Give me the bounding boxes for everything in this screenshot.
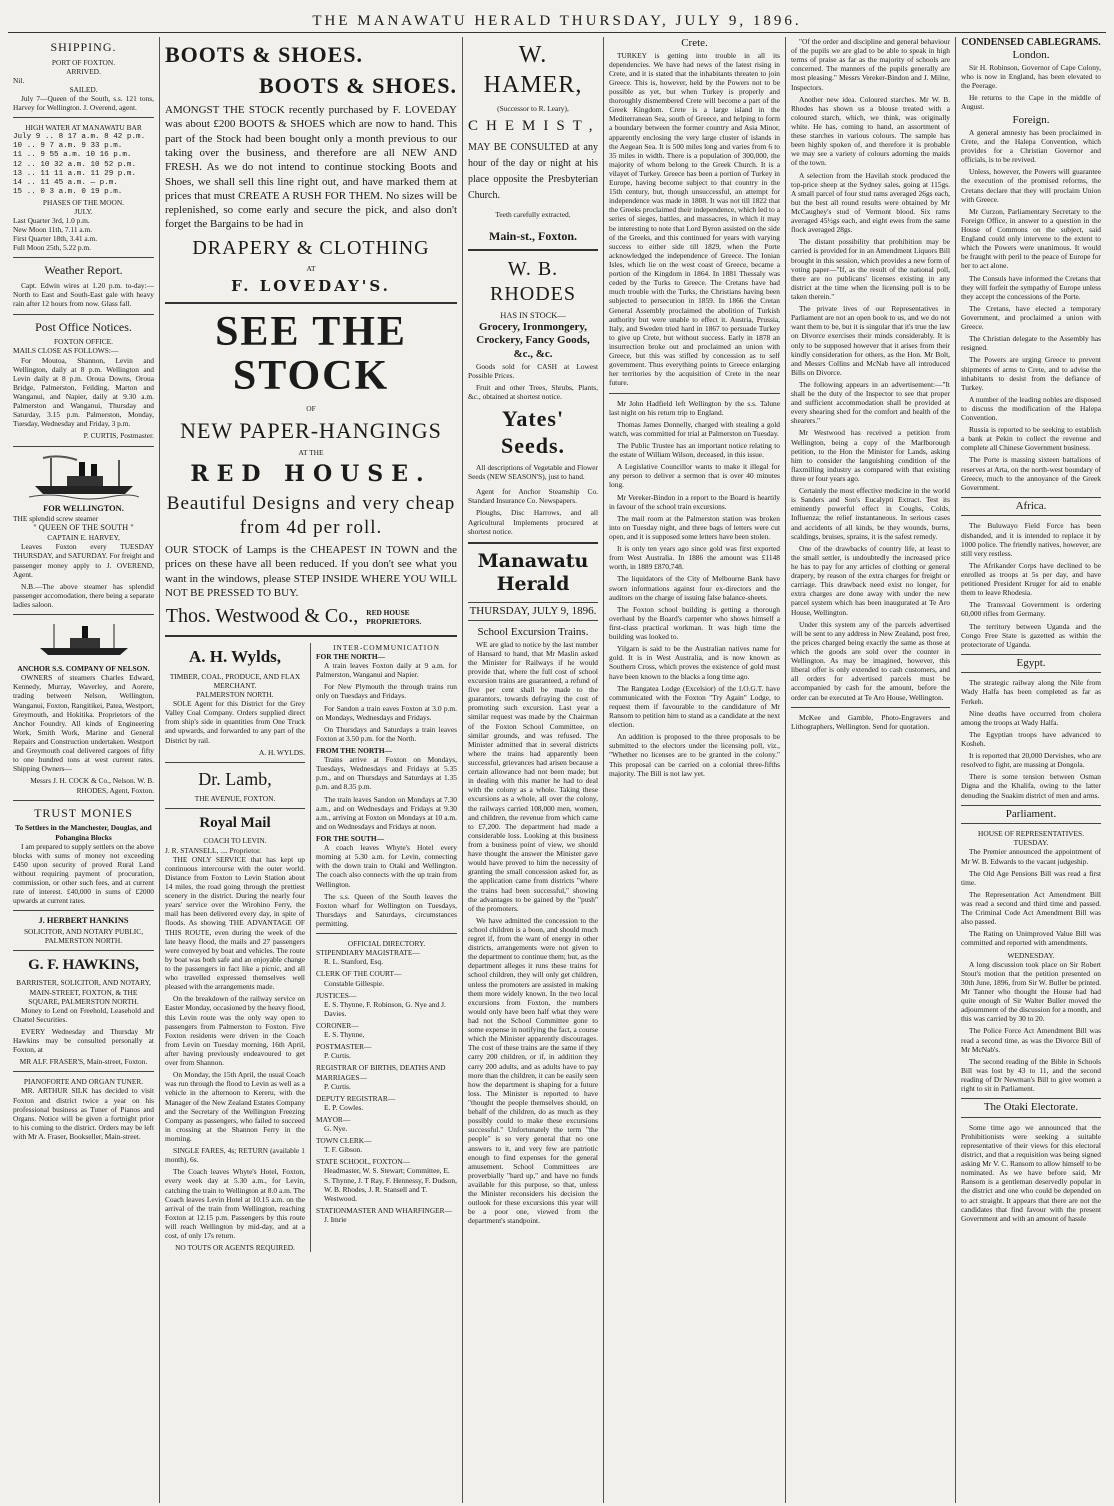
- from-north: FROM THE NORTH—: [316, 746, 392, 755]
- teeth-extracted: Teeth carefully extracted.: [495, 209, 571, 219]
- otaki-title: The Otaki Electorate.: [961, 1098, 1101, 1118]
- hankins-title: SOLICITOR, AND NOTARY PUBLIC, PALMERSTON NORTH.: [23, 926, 144, 945]
- coach-text-2: On the breakdown of the railway service on Easter Monday, occasioned by the heavy flood, this Levin route was the only way open to passengers from Palmerston to Foxton. Five Foxton residents were driven in the Coach from Levin on Tuesday morning, 16th April, after having previously endeavoured to get over from Shannon.: [165, 994, 305, 1068]
- rhodes-goods: Grocery, Ironmongery, Crockery, Fancy Goods, &c., &c.: [476, 320, 590, 360]
- egypt-p1: The strategic railway along the Nile from Wady Halfa has been completed as far as Ferkeh.: [961, 678, 1101, 706]
- north-1: A train leaves Foxton daily at 9 a.m. for Palmerston, Wanganui and Napier.: [316, 661, 457, 680]
- directory-role: MAYOR—: [316, 1114, 351, 1124]
- news-p13: "Of the order and discipline and general behaviour of the pupils we are glad to be able to speak in high terms of praise as far as the majority of schools are concerned. The manners of the pupils generally are most pleasing." Messrs Vereker-Bindon and J. Milne, Inspectors.: [791, 37, 950, 92]
- directory-role: DEPUTY REGISTRAR—: [316, 1093, 396, 1103]
- steamer-intro: THE splendid screw steamer: [13, 513, 99, 523]
- london-p2: He returns to the Cape in the middle of August.: [961, 93, 1101, 112]
- directory-name: Headmaster, W. S. Stewart; Committee, E. S. Thynne, J. T Ray, F. Hennessy, F. Dudson, W. B. Rhodes, J. R. Stansell and T. Westwood.: [324, 1166, 457, 1203]
- directory-role: CLERK OF THE COURT—: [316, 969, 402, 979]
- africa-p4: The territory between Uganda and the Congo Free State is gazetted as within the protectorate of Uganda.: [961, 621, 1101, 649]
- news-p3: The Public Trustee has an important notice relating to the estate of William Wilson, deceased, in this issue.: [609, 441, 780, 460]
- from-north-2: The train leaves Sandon on Mondays at 7.30 a.m., and on Wednesdays and Fridays at 9.30 a.m., arriving at Foxton on Mondays at 10 a.m. and on Wednesdays and Fridays at noon.: [316, 794, 457, 831]
- trust-sub: To Settlers in the Manchester, Douglas, and Pohangina Blocks: [15, 823, 152, 842]
- directory-name: J. Imrie: [324, 1215, 347, 1225]
- parliament-title: Parliament.: [961, 805, 1101, 825]
- news-p11: The Rangatea Lodge (Excelsior) of the I.O.G.T. have communicated with the Foxton "Try Again" Lodge, to request them if favourable to the candidature of Mr Ransom to petition him to stand as a candidate at the next election.: [609, 683, 780, 730]
- tide-row: 14 .. 11 45 a.m. — p.m.: [13, 179, 118, 188]
- egypt-p5: There is some tension between Osman Digna and the Khalifa, owing to the latter denuding the Suakim district of men and arms.: [961, 772, 1101, 800]
- news-p8: The liquidators of the City of Melbourne Bank have sworn informations against four ex-directors and the auditors on the charge of issuing false balance-sheets.: [609, 574, 780, 602]
- south-2: The s.s. Queen of the South leaves the Foxton wharf for Wellington on Tuesdays, Thursdays and Saturdays, circumstances permitting.: [316, 891, 457, 928]
- of-label: OF: [306, 404, 316, 414]
- directory-name: E. S. Thynne, F. Robinson, G. Nye and J. Davies.: [324, 999, 446, 1018]
- directory-name: R. L. Stanford, Esq.: [324, 957, 383, 967]
- egypt-p4: It is reported that 20,000 Dervishes, who are resolved to fight, are massing at Dongola.: [961, 751, 1101, 770]
- piano-title: PIANOFORTE AND ORGAN TUNER.: [23, 1077, 144, 1087]
- hamer-successor: (Successor to R. Leary),: [497, 104, 569, 114]
- london-p1: Sir H. Robinson, Governor of Cape Colony, who is now in England, has been elevated to the Peerage.: [961, 62, 1101, 91]
- crete-text: TURKEY is getting into trouble in all its dependencies. We have had news of the latest rising in Crete, and it is stated that the inhabitants threaten to join Greece. This is, however, held by the Powers not to be possible as yet, but when Turkey is properly and thoroughly dismembered Crete will become a part of the Greek Kingdom. Crete is a large island in the Mediterranean Sea, south of Greece, and helping to form a boundary between the former country and Asia Minor, apparently enclosing the very large cluster of islands in the Aegean Sea. It is 500 miles long and varies from 6 to 35 miles in width. There is a population of 300,000, the majority of whom belong to the Greek Church. It is a vilayet of Turkey. Greece has been a portion of Turkey in Europe, having become subject to that country in the 15th century, but, though unsuccessful, an attempt for independence was made in 1808. It was not till 1822 that the Greeks proclaimed their independence, which led to a series of sieges, battles, and massacres, in which it may be interesting to note that Lord Byron assisted on the side of the Greeks, and this continued for years with varying success to either side till 1829, when the Porte acknowledged the independence of Greece. The Ionian Isles, which lie on the west coast of Greece, became a portion of the Kingdom in 1864. In 1881 Thessaly was ceded by the Turks to Greece. The Cretans have had much trouble with the Turks, the Christians having been subjected to persecution in 1859. In 1866 the Cretan General Assembly proclaimed the abolition of Turkish authority but were unable to effect it. Austria, Prussia, Italy, and Sweden tried hard in 1867 to persuade Turkey to give up Crete, but without success. Early in 1878 an insurrection broke out and proclaimed an union with Greece, but this was stifled by concession as to self government. Thus everything points to Greece enlarging her territories by the acquisition of Crete in the near future.: [609, 50, 780, 388]
- sailed-text: July 7—Queen of the South, s.s. 121 tons, Harvey for Wellington. J. Overend, agent.: [13, 94, 154, 113]
- postmaster: P. CURTIS, Postmaster.: [83, 431, 154, 441]
- news-p5: Mr Vereker-Bindon in a report to the Board is heartily in favour of the school train excursions.: [609, 492, 780, 511]
- news-p18: The following appears in an advertisement:—"It shall be the duty of the Inspector to see that proper and sufficient accommodation shall be provided at every shearing shed for the comfort and health of the shearers.": [791, 379, 950, 426]
- steamship-icon: [29, 452, 139, 500]
- directory-role: STATE SCHOOL, FOXTON—: [316, 1157, 410, 1167]
- foreign-p10: The Porte is massing sixteen battalions of reserves at Arta, on the north-west boundary of Greece, much to the annoyance of the Greek Government.: [961, 455, 1101, 492]
- drapery-at: AT: [306, 264, 316, 274]
- column-3: [462, 37, 603, 1503]
- see-stock-heading: SEE THE STOCK: [215, 308, 407, 399]
- foreign-p3: Mr Curzon, Parliamentary Secretary to the Foreign Office, in answer to a question in the House of Commons on the subject, said England could only intervene to the extent to which the Powers were unanimous. It would be fraught with peril to the peace of Europe for her to act alone.: [961, 206, 1101, 271]
- column-4: [603, 37, 785, 1503]
- foreign-title: Foreign.: [1012, 114, 1050, 127]
- foreign-p6: The Christian delegate to the Assembly has resigned.: [961, 334, 1101, 353]
- excursion-p2: We have admitted the concession to the school children is a boon, and should much regret if, from the want of energy in other districts, arrangements were not given to the department to continue them; but, as the department alleges it runs these trains for school children, they will only get children, unless the promoters are assisted in making them more widely known. In the two local excursions from Foxton, the numbers would only have been half what they were had not the School Committee gone to some expense in notifying the fact, a course which the Minister apparently discourages. The cost of these trains are the same if they carry 200 children, or if, in addition they carry 200 adults, and as adults have to pay more than the children, it can be easily seen how the department is shaping for a future loss. The Minister is reported to have "thought the people themselves should, on behalf of the children, do as much as they possibly could to make these excursions successful." Unfortunately the term "the people" is so very general that no one answers to it, and very few are patriotic enough to find expenses for the general amusement. School Committees are proverbially "hard up," and have no funds available for this purpose, so that, unless the Minister reconsiders his decision the outlook for these excursions this year will be a poor one, viewed from the department's standpoint.: [468, 915, 598, 1226]
- africa-p2: The Afrikander Corps have declined to be enrolled as troops at 5s per day, and have petitioned President Kruger for aid to enable them to leave Rhodesia.: [961, 560, 1101, 598]
- coach-text-3: On Monday, the 15th April, the usual Coach was run through the flood to Levin as well as a vehicle in the afternoon to Kereru, with the Manager of the New Zealand Estates Company and the Secretary of the Wellington Freezing Company as passengers, who failed to succeed in crossing at the Shannon Ferry in the morning.: [165, 1070, 305, 1143]
- mails-heading: MAILS CLOSE AS FOLLOWS:—: [13, 346, 119, 356]
- directory-role: STATIONMASTER AND WHARFINGER—: [316, 1205, 453, 1215]
- anchor-text: OWNERS of steamers Charles Edward, Kennedy, Murray, Waverley, and Aorere, trading between Nelson, Wellington, Wanganui, Foxton, Rangitikei, Patea, Westport, Greymouth, and Hokitika. Proprietors of the Anchor Foundry. All kinds of Engineering Work, Smith Work, Marine and General Repairs and Construction undertaken. Westport and Greymouth coal delivered cargoes of fifty to one hundred tons at west current rates. Shipping Owners—: [13, 673, 154, 774]
- directory-role: POSTMASTER—: [316, 1042, 372, 1052]
- parl-p4: The Rating on Unimproved Value Bill was committed and reported with amendments.: [961, 929, 1101, 948]
- red-house: RED HOUSE.: [190, 461, 432, 488]
- hankins-name: J. HERBERT HANKINS: [38, 916, 129, 926]
- news-p10: Yilgarn is said to be the Australian natives name for gold. It is in West Australia, and is now known as Southern Cross, which proves the existence of gold must have been known to the blacks a long time ago.: [609, 644, 780, 681]
- condensed-title: CONDENSED CABLEGRAMS.: [961, 37, 1101, 48]
- column-2: [159, 37, 462, 1503]
- news-p4: A Legislative Councillor wants to make it illegal for any person to deliver a sermon that is over 40 minutes long.: [609, 462, 780, 490]
- moon-phase-line: Last Quarter 3rd, 1.0 p.m.: [13, 216, 90, 226]
- arrived-heading: ARRIVED.: [66, 66, 101, 76]
- north-3: For Sandon a train eaves Foxton at 3.0 p.m. on Mondays, Wednesdays and Fridays.: [316, 703, 457, 722]
- rhodes-cash: Goods sold for CASH at Lowest Possible Prices.: [468, 361, 598, 380]
- rhodes-fruit: Fruit and other Trees, Shrubs, Plants, &c., obtained at shortest notice.: [468, 382, 598, 401]
- coach-fares: SINGLE FARES, 4s; RETURN (available 1 month), 6s.: [165, 1146, 305, 1165]
- wylds-name: A. H. Wylds,: [188, 646, 282, 666]
- news-p9: The Foxton school building is getting a thorough overhaul by the Board's carpenter who shows himself a first-class practical workman. It was high time the building was looked to.: [609, 604, 780, 642]
- wednesday-label: WEDNESDAY.: [1007, 950, 1055, 960]
- anchor-steamer-icon: [34, 620, 134, 660]
- inter-communication: [311, 643, 457, 1252]
- egypt-p2: Nine deaths have occurred from cholera among the troops at Wady Halfa.: [961, 708, 1101, 727]
- steamer-nb: N.B.—The above steamer has splendid passenger accomodation, there being a separate ladies saloon.: [13, 581, 154, 610]
- wylds-text: SOLE Agent for this District for the Grey Valley Coal Company. Orders supplied direct from ship's side in quantities from One Truck and upwards, and forwarded to any part of the District by rail.: [165, 699, 305, 745]
- anchor-agent: Messrs J. H. COCK & Co., Nelson. W. B. RHODES, Agent, Foxton.: [30, 776, 154, 795]
- column-6: [955, 37, 1106, 1503]
- news-p2: Thomas James Donnelly, charged with stealing a gold watch, was committed for trial at Palmerston on Tuesday.: [609, 419, 780, 438]
- house-title: HOUSE OF REPRESENTATIVES.: [978, 829, 1084, 839]
- north-2: For New Plymouth the through trains run only on Tuesdays and Fridays.: [316, 682, 457, 701]
- wylds-sig: A. H. WYLDS.: [258, 747, 305, 757]
- masthead: THE MANAWATU HERALD THURSDAY, JULY 9, 1896.: [8, 6, 1106, 33]
- tide-title: HIGH WATER AT MANAWATU BAR: [25, 123, 142, 133]
- tuesday-label: TUESDAY.: [1013, 838, 1049, 848]
- drapery-heading: DRAPERY & CLOTHING: [192, 236, 430, 259]
- hawkins-every: EVERY Wednesday and Thursday Mr Hawkins may be consulted personally at Foxton, at: [13, 1026, 154, 1055]
- directory-name: P. Curtis.: [324, 1081, 351, 1091]
- coach-no-touts: NO TOUTS OR AGENTS REQUIRED.: [175, 1243, 295, 1253]
- rhodes-stock: HAS IN STOCK—: [500, 310, 566, 320]
- news-p14: Another new idea. Coloured starches. Mr W. B. Rhodes has shown us a blouse treated with a coloured starch, which, we think, was originally white. He has, coming to hand, an assortment of these starches in various colours. The sample has been highly spoken of, and therefore it is probable we may see a variety of colours adorning the maids of the town.: [791, 94, 950, 168]
- column-1: [8, 37, 159, 1503]
- hamer-name: W. HAMER,: [483, 42, 583, 98]
- tide-row: 12 .. 10 32 a.m. 10 52 p.m.: [13, 160, 137, 169]
- agent-text: Agent for Anchor Steamship Co. Standard Insurance Co. Newspapers.: [468, 487, 598, 506]
- westwood-name: Thos. Westwood & Co.,: [165, 605, 359, 628]
- steamer-text: Leaves Foxton every TUESDAY THURSDAY, and SATURDAY. For freight and passenger money apply to J. OVEREND, Agent.: [13, 542, 154, 579]
- boots-heading-2: BOOTS & SHOES.: [258, 73, 457, 99]
- hawkins-money: Money to Lend on Freehold, Leasehold and Chattel Securities.: [13, 1005, 154, 1024]
- news-p12: An addition is proposed to the three proposals to be submitted to the electors under the licensing poll, viz., "Whether no licenses are to be granted in the colony." This proposal can be carried on a colonial three-fifths majority. The Bill is not law yet.: [609, 732, 780, 778]
- hawkins-at: MR ALF. FRASER'S, Main-street, Foxton.: [19, 1057, 148, 1067]
- directory-role: JUSTICES—: [316, 990, 357, 1000]
- rhodes-name: W. B. RHODES: [489, 258, 576, 306]
- parl-p3: The Representation Act Amendment Bill was read a second and third time and passed. The Criminal Code Act Amendment Bill was also passed.: [961, 889, 1101, 927]
- africa-p1: The Buluwayo Field Force has been disbanded, and it is intended to replace it by 1000 police. The friendly natives, however, are still very restless.: [961, 521, 1101, 558]
- otaki-p1: Some time ago we announced that the Prohibitionists were seeking a suitable representative of their views for this electoral district, and that a requisition was being signed asking Mr V. C. Ransom to allow himself to be nominated. As we have before said, Mr Ransom is a gentleman deservedly popular in the district and one who could be depended on to act straight. It appears that there are not the candidates that find favour with the present Government and with an amount of hassle: [961, 1122, 1101, 1223]
- piano-text: MR. ARTHUR SILK has decided to visit Foxton and district twice a year on his professional business as Tuner of Pianos and Organs. Notice will be given a fortnight prior to his coming to the district. Orders may be left with Mr A. Fraser, Bookseller, Main-street.: [13, 1086, 154, 1142]
- boots-heading-1: BOOTS & SHOES.: [165, 42, 364, 67]
- egypt-p3: The Egyptian troops have advanced to Kosheh.: [961, 729, 1101, 749]
- post-text: For Moutoa, Shannon, Levin and Wellington, daily at 8 p.m. Wellington and Levin daily at 8 p.m. Oroua Downs, Oroua Bridge, Palmerston, Feilding, Marton and Wanganui, and Napier, daily at 9.30 a.m. Palmerston and Wanganui, Thursday and Saturday, 3.15 p.m. Palmerston, Monday, Tuesday, Wednesday and Friday, 3 p.m.: [13, 355, 154, 429]
- herald-title: Manawatu Herald: [477, 549, 589, 596]
- column-5: [785, 37, 955, 1503]
- from-north-1: Trains arrive at Foxton on Mondays, Tuesdays, Wednesdays and Fridays at 5.35 p.m., and on Thursdays and Saturdays at 1.35 p.m. and 8.35 p.m.: [316, 755, 457, 792]
- at-the-label: AT THE: [298, 448, 324, 458]
- moon-title: PHASES OF THE MOON.: [42, 197, 125, 207]
- parl-p1: The Premier announced the appointment of Mr W. B. Edwards to the vacant judgeship.: [961, 847, 1101, 866]
- post-office: FOXTON OFFICE.: [54, 337, 113, 347]
- directory-name: E. P. Cowles.: [324, 1102, 364, 1112]
- parl-p5: A long discussion took place on Sir Robert Stout's motion that the petition presented on 30th June, 1896, from Sir W. Buller be printed. Mr Tanner who thought the House had had quite enough of Sir Walter Buller moved the adjournment of the discussion for a month, and this was carried by 30 to 20.: [961, 959, 1101, 1024]
- inter-title: INTER-COMMUNICATION: [333, 642, 440, 652]
- moon-phases: [13, 216, 154, 252]
- tide-row: 15 .. 0 3 a.m. 0 19 p.m.: [13, 188, 123, 197]
- tide-row: 10 .. 9 7 a.m. 9 33 p.m.: [13, 141, 123, 150]
- news-p16: The distant possibility that prohibition may be carried is provided for in an Amendment Liquors Bill brought in this session, which provides a new form of voting paper—"If, as the result of the national poll, there are no publicans' licenses existing in any district at the time when the licensing poll is to be taken therein.": [791, 237, 950, 301]
- directory-role: CORONER—: [316, 1020, 359, 1030]
- directory-name: T. F. Gibson.: [324, 1145, 363, 1155]
- news-p20: Certainly the most effective medicine in the world is Sanders and Son's Eucalypti Extract. Test its eminently powerful effect in Coughs, Colds, Influenza; the relief instantaneous. In serious cases and accidents of all kinds, be they wounds, burns, scaldings, bruises, sprains, it is the safest remedy.: [791, 486, 950, 541]
- hamer-text: MAY BE CONSULTED at any hour of the day or night at his place opposite the Presbyterian Church.: [468, 141, 598, 201]
- chemist-label: CHEMIST,: [468, 118, 601, 135]
- excursion-p1: WE are glad to notice by the last number of Hansard to hand, that Mr Maslin asked the Minister for Railways if he would provide that, where the full cost of school excursion trains are guaranteed, a refund of five per cent shall be made to the guarantors, towards defraying the cost of promoting such excursion. Last year a similar request was made by the Chairman of the Foxton School Committee, on similar grounds, and was refused. The Minister admitted that in several districts where the trains had apparently been successful, grievances had arisen because a certain allowance had not been made; but in dealing with this matter he had to deal with the colony as a whole. Taking these excursions as a whole, all over the colony, the railways carried 108,000 men, women, and children, the revenue from which came to £7,200. The department had made a considerable loss. Looking at this business from a business point of view, we should have thought the answer the Minister gave would have proved to him the necessity of granting the small concession asked for, as the application came from districts "where the trains had been successful," showing the advantages to be gained by the "push" of the promoters.: [468, 639, 598, 913]
- for-wellington: FOR WELLINGTON.: [43, 503, 124, 513]
- tide-table: [13, 133, 154, 198]
- weather-text: Capt. Edwin wires at 1.20 p.m. to-day:—North to East and South-East gale with heavy rain after 12 hours from now. Glass fall.: [13, 281, 154, 309]
- tide-row: 13 .. 11 11 a.m. 11 29 p.m.: [13, 169, 137, 178]
- news-p7: It is only ten years ago since gold was first exported from West Australia. In 1886 the amount was £1148 worth, in 1889 £870,748.: [609, 544, 780, 572]
- africa-title: Africa.: [961, 497, 1101, 517]
- directory-role: REGISTRAR OF BIRTHS, DEATHS AND MARRIAGES—: [316, 1063, 446, 1082]
- date-line: THURSDAY, JULY 9, 1896.: [468, 602, 598, 622]
- lamps-text: OUR STOCK of Lamps is the CHEAPEST IN TOWN and the prices on these have all been reduced. If you don't see what you want in the windows, please STEP INSIDE WHERE YOU WILL NOT BE PRESSED TO BUY.: [165, 544, 457, 600]
- crete-title: Crete.: [681, 37, 708, 49]
- london-title: London.: [1012, 49, 1050, 62]
- official-directory: OFFICIAL DIRECTORY.: [347, 939, 426, 949]
- foreign-p8: A number of the leading nobles are disposed to discuss the modification of the Halepa Convention.: [961, 394, 1101, 423]
- paper-hangings: NEW PAPER-HANGINGS: [180, 418, 442, 444]
- tide-row: 11 .. 9 55 a.m. 10 16 p.m.: [13, 151, 132, 160]
- moon-phase-line: Full Moon 25th, 5.22 p.m.: [13, 243, 92, 253]
- news-p1: Mr John Hadfield left Wellington by the s.s. Talune last night on his return trip to England.: [609, 398, 780, 417]
- captain: CAPTAIN E. HARVEY,: [47, 533, 120, 543]
- news-p17: The private lives of our Representatives in Parliament are not an open book to us, and we do not want them to be, but it is singular that it's true the law on Divorce exercises their minds considerably. It is only to be supposed however that it arises from their kindly consideration for others, as the Hon. Mr Bolt, and Messrs Collins and McNab have all introduced Bills on Divorce.: [791, 304, 950, 377]
- directory-name: G. Nye.: [324, 1124, 348, 1134]
- shipping-title: SHIPPING.: [50, 40, 117, 54]
- news-p21: One of the drawbacks of country life, at least to the small settler, is undoubtedly the increased price he has to pay for any articles of clothing or general drapery, by reason of the extra charges for freight or carriage. This drawback need exist no longer, for extra charges are done away with under the new parcel system which has been inaugurated at Te Aro House, Wellington.: [791, 543, 950, 617]
- moon-month: JULY.: [74, 206, 93, 216]
- directory-role: STIPENDIARY MAGISTRATE—: [316, 948, 420, 958]
- parl-p7: The second reading of the Bible in Schools Bill was lost by 43 to 11, and the second reading of Dr Newman's Bill to give women a right to sit in Parliament.: [961, 1056, 1101, 1094]
- royal-mail: Royal Mail: [199, 815, 271, 832]
- wylds-trade: TIMBER, COAL, PRODUCE, AND FLAX MERCHANT.: [169, 671, 301, 690]
- foreign-p5: The Cretans, have elected a temporary Government, and proclaimed a union with Greece.: [961, 303, 1101, 332]
- sailed-heading: SAILED.: [69, 85, 98, 95]
- coach-text-1: THE ONLY SERVICE that has kept up continuous intercourse with the outer world. Distance from Foxton to Levin Station about 14 miles, the road going through the prettiest scenery in the district. During the nearly four years' service over the Wirohino Ferry, the mail has been delivered every day, in spite of floods. As showing THE ADVANTAGE OF THIS ROUTE, even during the week of the late heavy flood, the mails and 27 passengers were conveyed by boat and vehicles. The route by boat was both safe and an enjoyable change to the passengers in fact like a picnic, and all who travelled expressed themselves well pleased with the arrangements made.: [165, 854, 305, 992]
- arrived-text: Nil.: [13, 75, 25, 85]
- north-4: On Thursdays and Saturdays a train leaves Foxton at 3.50 p.m. for the North.: [316, 724, 457, 743]
- excursion-title: School Excursion Trains.: [477, 626, 589, 639]
- lamb-name: Dr. Lamb,: [198, 768, 272, 789]
- news-p22: Under this system any of the parcels advertised will be sent to any address in New Zealand, post free, the prices charged being exactly the same as those at which the goods are sold over the counter in Wellington. As may be imagined, however, this liberal offer is only extended to cash customers, and all orders for advertised parcels must be accompanied by cash for the amount, before the order can be executed at Te Aro House, Wellington.: [791, 619, 950, 702]
- beautiful-designs: Beautiful Designs and very cheap from 4d per roll.: [166, 493, 456, 538]
- steamer-name: " QUEEN OF THE SOUTH ": [33, 522, 134, 532]
- anchor-title: ANCHOR S.S. COMPANY OF NELSON.: [17, 664, 150, 674]
- parl-p6: The Police Force Act Amendment Bill was read a second time, as was the Divorce Bill of Mr McNab's.: [961, 1026, 1101, 1054]
- hawkins-name: G. F. HAWKINS,: [28, 956, 139, 973]
- port-name: PORT OF FOXTON.: [51, 57, 116, 67]
- wylds-place: PALMERSTON NORTH.: [196, 690, 274, 700]
- post-title: Post Office Notices.: [35, 319, 132, 334]
- egypt-title: Egypt.: [961, 654, 1101, 674]
- foreign-p4: The Consuls have informed the Cretans that they will forfeit the sympathy of Europe unless they accept the concessions of the Porte.: [961, 273, 1101, 301]
- red-house-proprietors: RED HOUSE PROPRIETORS.: [366, 607, 422, 626]
- foreign-p2: Unless, however, the Powers will guarantee the execution of the promised reforms, the Cretans declare that they will proclaim Union with Greece.: [961, 167, 1101, 204]
- directory-list: [316, 948, 457, 1224]
- africa-p3: The Transvaal Government is ordering 60,000 rifles from Germany.: [961, 600, 1101, 619]
- loveday-name: F. LOVEDAY'S.: [231, 277, 391, 296]
- tide-row: July 9 .. 8 17 a.m. 8 42 p.m.: [13, 132, 146, 141]
- hawkins-address: MAIN-STREET, FOXTON, & THE SQUARE, PALMERSTON NORTH.: [28, 987, 139, 1006]
- south-1: A coach leaves Whyte's Hotel every morning at 5.30 a.m. for Levin, connecting with the down train to Otaki and Wellington. The coach also connects with the up train from Wellington.: [316, 843, 457, 889]
- directory-name: P. Curtis.: [324, 1051, 351, 1061]
- news-p23: McKee and Gamble, Photo-Engravers and Lithographers, Wellington. Send for quotation.: [791, 712, 950, 731]
- parl-p2: The Old Age Pensions Bill was read a first time.: [961, 868, 1101, 887]
- trust-text: I am prepared to supply settlers on the above blocks with sums of money not exceeding £450 upon security of proved Rural Land without requiring payment of procuration, commission, or other such fees, and at current rate of interest. £40,000 in sums of £2000 upwards at current rates.: [13, 841, 154, 906]
- hamer-address: Main-st., Foxton.: [489, 228, 577, 243]
- news-p6: The mail room at the Palmerston station was broken into on Tuesday night, and three bags of letters were cut open, and it is supposed some letters have been stolen.: [609, 513, 780, 541]
- for-north: FOR THE NORTH—: [316, 652, 386, 662]
- directory-role: TOWN CLERK—: [316, 1136, 372, 1146]
- lamb-address: THE AVENUE, FOXTON.: [194, 793, 276, 803]
- moon-phase-line: New Moon 11th, 7.11 a.m.: [13, 225, 93, 235]
- foreign-p1: A general amnesty has been proclaimed in Crete, and the Halepa Convention, which provides for a Christian Governor and officials, is to be revived.: [961, 127, 1101, 165]
- news-p19: Mr Westwood has received a petition from Wellington, being a copy of the Marlborough petition, to the Hon the Minister for Lands, asking him to consider the languishing condition of the flaxmilling industry as compared with that existing three or four years ago.: [791, 428, 950, 484]
- news-p15: A selection from the Havilah stock produced the top-price sheep at the Sydney sales, going at 115gs. A small parcel of four stud rams averaged 26gs each, but the best all round results were obtained by Mr McCaughey's stud of Vermont blood. Six rams averaged 45½gs each, and eight ewes from the same flock averaged 28gs.: [791, 170, 950, 235]
- directory-name: E. S. Thynne,: [324, 1030, 365, 1040]
- coach-text-4: The Coach leaves Whyte's Hotel, Foxton, every week day at 5.30 a.m., for Levin, catching the train to Wellington at 8.0 a.m. The Coach leaves Levin Hotel at 10.15 a.m. on the arrival of the train from Wellington, reaching Foxton at 12.15 p.m. Passengers by this route will reach Wellington by mid-day, and at a cost, of only 17s return.: [165, 1167, 305, 1241]
- trust-title: TRUST MONIES: [34, 805, 133, 820]
- ploughs-text: Ploughs, Disc Harrows, and all Agricultural Implements procured at shortest notice.: [468, 508, 598, 536]
- foreign-p9: Russia is reported to be seeking to establish a bank at Pekin to collect the revenue and complete all Chinese Government business.: [961, 425, 1101, 453]
- yates-text: All descriptions of Vegetable and Flower Seeds (NEW SEASON'S), just to hand.: [468, 463, 598, 482]
- stansell: J. R. STANSELL, .... Proprietor.: [165, 845, 261, 855]
- moon-phase-line: First Quarter 18th, 3.41 a.m.: [13, 234, 98, 244]
- yates-seeds: Yates' Seeds.: [500, 405, 566, 458]
- boots-text: AMONGST THE STOCK recently purchased by F. LOVEDAY was about £200 BOOTS & SHOES which are now to hand. This part of the Stock had been bought only a month previous to our taking over the business, and therefore are all NEW AND FRESH. As we do not intend to continue stocking Boots and Shoes, we shall sell this line right out, and have marked them at prices that must CREATE A RUSH FOR THEM. No sizes will be replenished, so come early and secure the pick, and also don't forget the Bargains to be had in: [165, 104, 457, 231]
- foreign-p7: The Powers are urging Greece to prevent shipments of arms to Crete, and to advise the inhabitants to desist from the defiance of Turkey.: [961, 355, 1101, 392]
- weather-title: Weather Report.: [44, 263, 123, 278]
- coach-title: COACH TO LEVIN.: [203, 836, 267, 846]
- hawkins-title: BARRISTER, SOLICITOR, AND NOTARY,: [16, 978, 151, 988]
- for-south: FOR THE SOUTH—: [316, 833, 385, 843]
- directory-name: Constable Gillespie.: [324, 978, 384, 988]
